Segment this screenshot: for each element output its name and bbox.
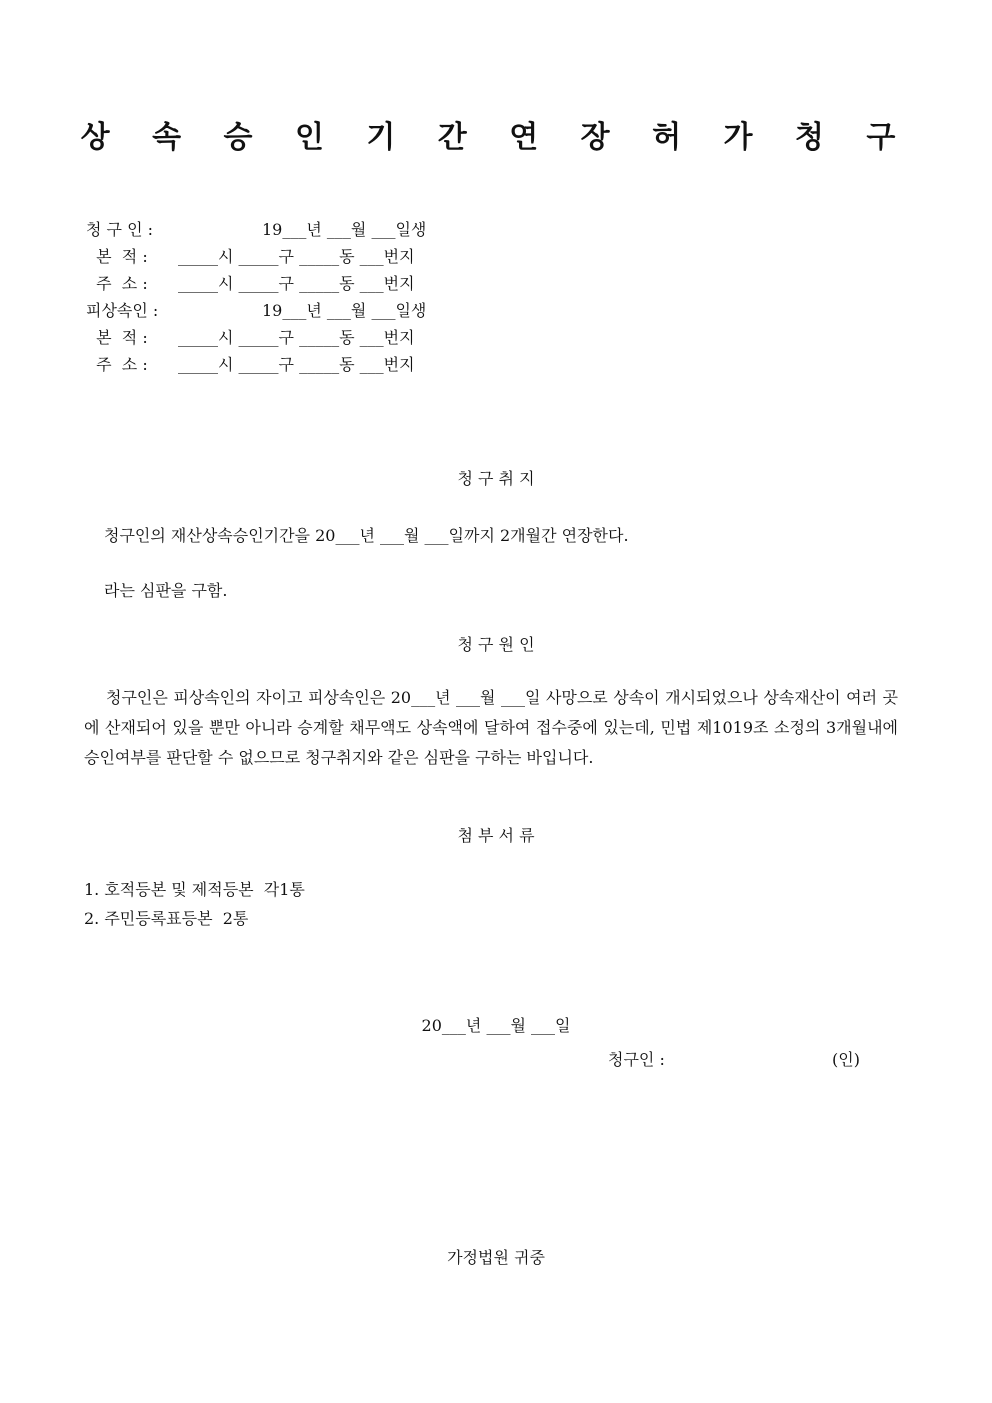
attachment-item: 1. 호적등본 및 제적등본 각1통 xyxy=(84,880,305,899)
petitioner-domicile-value: _____시 _____구 _____동 ___번지 xyxy=(178,247,415,266)
decedent-address-label: 주 소 : xyxy=(86,355,148,374)
decedent-birth-date: 19___년 ___월 ___일생 xyxy=(262,301,427,320)
attachments-heading: 첨 부 서 류 xyxy=(457,826,535,845)
cause-heading: 청 구 원 인 xyxy=(457,635,535,654)
purpose-heading: 청 구 취 지 xyxy=(457,469,535,488)
decedent-domicile-value: _____시 _____구 _____동 ___번지 xyxy=(178,328,415,347)
court-addressee: 가정법원 귀중 xyxy=(447,1248,545,1267)
petitioner-birth-date: 19___년 ___월 ___일생 xyxy=(262,220,427,239)
petitioner-label: 청 구 인 : xyxy=(86,220,154,239)
party-info xyxy=(86,216,427,378)
decedent-address-row xyxy=(86,351,415,378)
decedent-domicile-row xyxy=(86,324,415,351)
petitioner-address-value: _____시 _____구 _____동 ___번지 xyxy=(178,274,415,293)
petitioner-signature-label: 청구인 : xyxy=(608,1050,665,1069)
document-title: 상 속 승 인 기 간 연 장 허 가 청 구 xyxy=(80,120,912,155)
decedent-address-value: _____시 _____구 _____동 ___번지 xyxy=(178,355,415,374)
attachments-list xyxy=(84,875,305,933)
petitioner-address-row xyxy=(86,270,415,297)
purpose-text: 청구인의 재산상속승인기간을 20___년 ___월 ___일까지 2개월간 연장한다. xyxy=(104,526,629,545)
purpose-closing: 라는 심판을 구함. xyxy=(104,581,228,600)
decedent-birth-row xyxy=(86,297,427,324)
decedent-domicile-label: 본 적 : xyxy=(86,328,148,347)
attachment-item: 2. 주민등록표등본 2통 xyxy=(84,909,249,928)
petitioner-domicile-row xyxy=(86,243,415,270)
filing-date: 20___년 ___월 ___일 xyxy=(421,1016,571,1035)
petitioner-address-label: 주 소 : xyxy=(86,274,148,293)
petitioner-birth-row xyxy=(86,216,427,243)
cause-text: 청구인은 피상속인의 자이고 피상속인은 20___년 ___월 ___일 사망으로 상속이 개시되었으나 상속재산이 여러 곳에 산재되어 있을 뿐만 아니라 승계할 채무액도 상속액에 달하여 접수중에 있는데, 민법 제1019조 소정의 3개월내에 승인여부를 판단할 수 없으므로 청구취지와 같은 심판을 구하는 바입니다. xyxy=(84,688,898,767)
seal-mark: (인) xyxy=(832,1050,860,1069)
petitioner-domicile-label: 본 적 : xyxy=(86,247,148,266)
decedent-label: 피상속인 : xyxy=(86,301,159,320)
